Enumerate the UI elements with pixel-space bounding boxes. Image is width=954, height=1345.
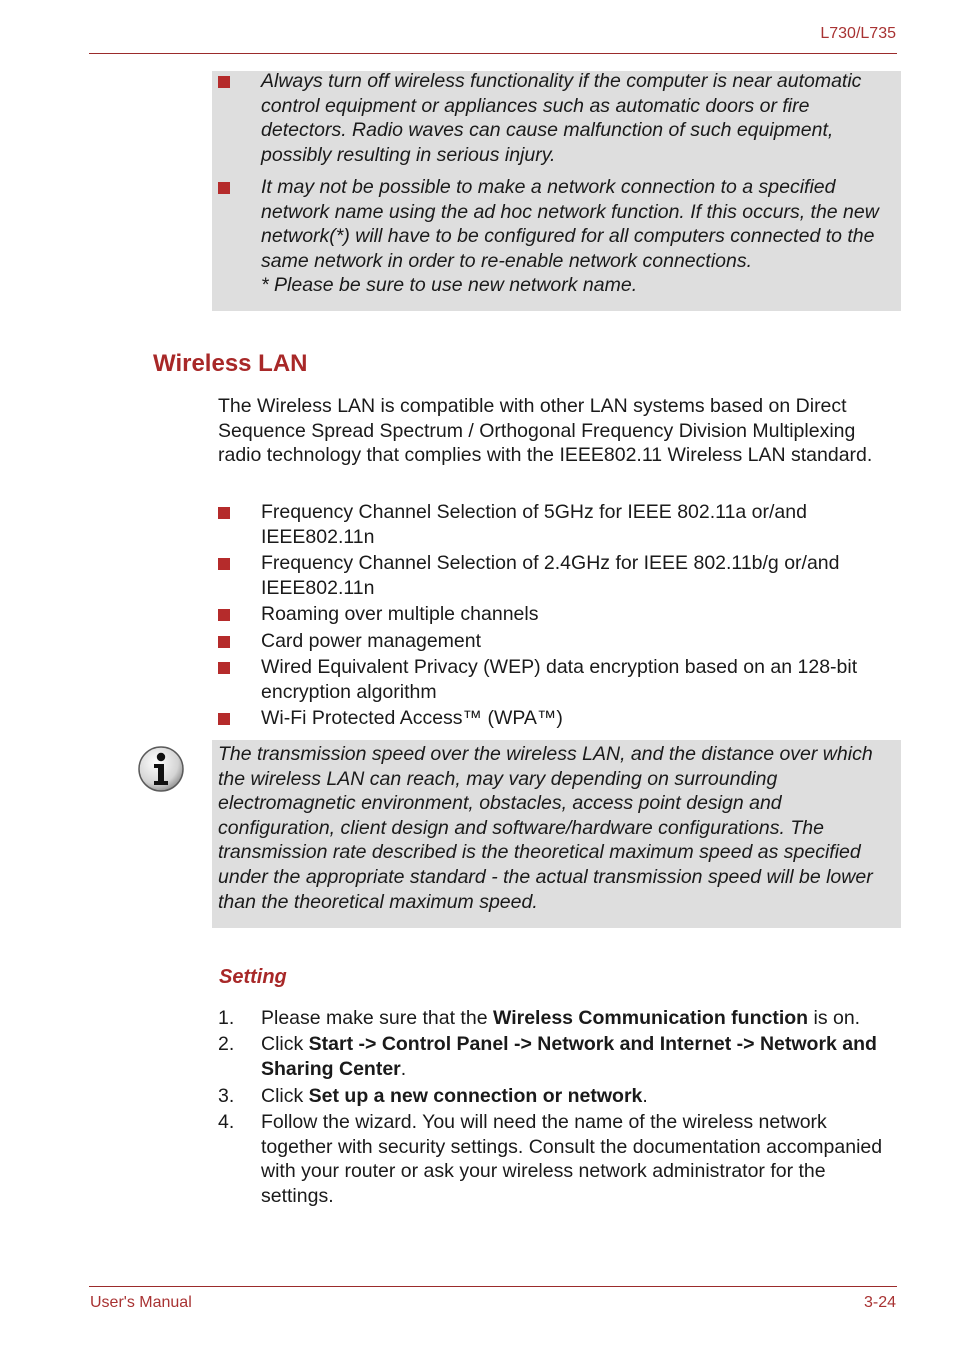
section-title: Wireless LAN <box>153 350 308 377</box>
step-number: 1. <box>218 1007 235 1029</box>
feature-bullet <box>218 602 898 627</box>
setting-step <box>218 1032 898 1081</box>
feature-text: Wi-Fi Protected Access™ (WPA™) <box>261 707 563 729</box>
bullet-square-icon <box>218 76 230 88</box>
feature-text: Roaming over multiple channels <box>261 603 539 625</box>
section-intro: The Wireless LAN is compatible with other LAN systems based on Direct Sequence Spread Spectrum / Orthogonal Frequency Division Multiplexing radio technology that complies with the IEEE802.11 Wireless LAN standard. <box>218 395 873 467</box>
feature-bullet <box>218 655 898 704</box>
page-header-model: L730/L735 <box>820 25 896 42</box>
info-icon <box>137 745 185 793</box>
caution-bullet <box>218 175 898 298</box>
step-text: is on. <box>808 1007 861 1029</box>
step-number: 4. <box>218 1111 235 1133</box>
bullet-square-icon <box>218 558 230 570</box>
footer-rule <box>89 1286 897 1287</box>
feature-bullet <box>218 551 898 600</box>
info-note-text: The transmission speed over the wireless LAN, and the distance over which the wireless LAN can reach, may vary depending on surrounding electromagnetic environment, obstacles, access point design and configuration, client design and software/hardware configurations. The transmission rate described is the theoretical maximum speed as specified under the appropriate standard - the actual transmission speed will be lower than the theoretical maximum speed. <box>218 743 873 913</box>
setting-title: Setting <box>219 966 287 988</box>
bullet-square-icon <box>218 609 230 621</box>
footer-page-number: 3-24 <box>863 1294 896 1311</box>
feature-bullet <box>218 706 898 731</box>
feature-bullet <box>218 500 898 549</box>
caution-bullet <box>218 69 898 167</box>
step-text: Click <box>261 1033 309 1055</box>
bullet-square-icon <box>218 182 230 194</box>
feature-text: Card power management <box>261 630 482 652</box>
setting-step <box>218 1084 898 1109</box>
bullet-square-icon <box>218 713 230 725</box>
step-text: . <box>642 1085 648 1107</box>
step-text: Follow the wizard. You will need the name of the wireless network together with security settings. Consult the documentation accompanied with your router or ask your wireless network administrator for the settings. <box>261 1111 883 1207</box>
step-number: 2. <box>218 1033 235 1055</box>
footer-manual-label: User's Manual <box>90 1294 192 1311</box>
feature-bullet <box>218 629 898 654</box>
caution-bullet-text: Always turn off wireless functionality if the computer is near automatic control equipment or appliances such as automatic doors or fire detectors. Radio waves can cause malfunction of such equipment, possibly resulting in serious injury. <box>261 70 862 166</box>
bullet-square-icon <box>218 636 230 648</box>
step-bold-text: Wireless Communication function <box>492 1007 809 1029</box>
step-text: Please make sure that the <box>261 1007 493 1029</box>
step-text: . <box>400 1057 407 1080</box>
feature-text: Frequency Channel Selection of 5GHz for IEEE 802.11a or/and IEEE802.11n <box>261 501 807 548</box>
setting-step <box>218 1110 898 1208</box>
step-bold-text: Set up a new connection or network <box>308 1085 643 1107</box>
bullet-square-icon <box>218 507 230 519</box>
feature-text: Wired Equivalent Privacy (WEP) data encryption based on an 128-bit encryption algorithm <box>261 656 858 703</box>
caution-bullet-text: It may not be possible to make a network connection to a specified network name using the ad hoc network function. If this occurs, the new network(*) will have to be configured for all computers connected to the same network in order to re-enable network connections. <box>261 176 879 272</box>
bullet-square-icon <box>218 662 230 674</box>
caution-footnote: * Please be sure to use new network name. <box>261 274 638 297</box>
header-rule <box>89 53 897 54</box>
step-number: 3. <box>218 1085 235 1107</box>
step-text: Click <box>261 1085 309 1107</box>
step-bold-text: Start -> Control Panel -> Network and Internet -> Network and Sharing Center <box>261 1033 877 1080</box>
feature-text: Frequency Channel Selection of 2.4GHz for IEEE 802.11b/g or/and IEEE802.11n <box>261 552 840 599</box>
setting-step <box>218 1006 898 1031</box>
